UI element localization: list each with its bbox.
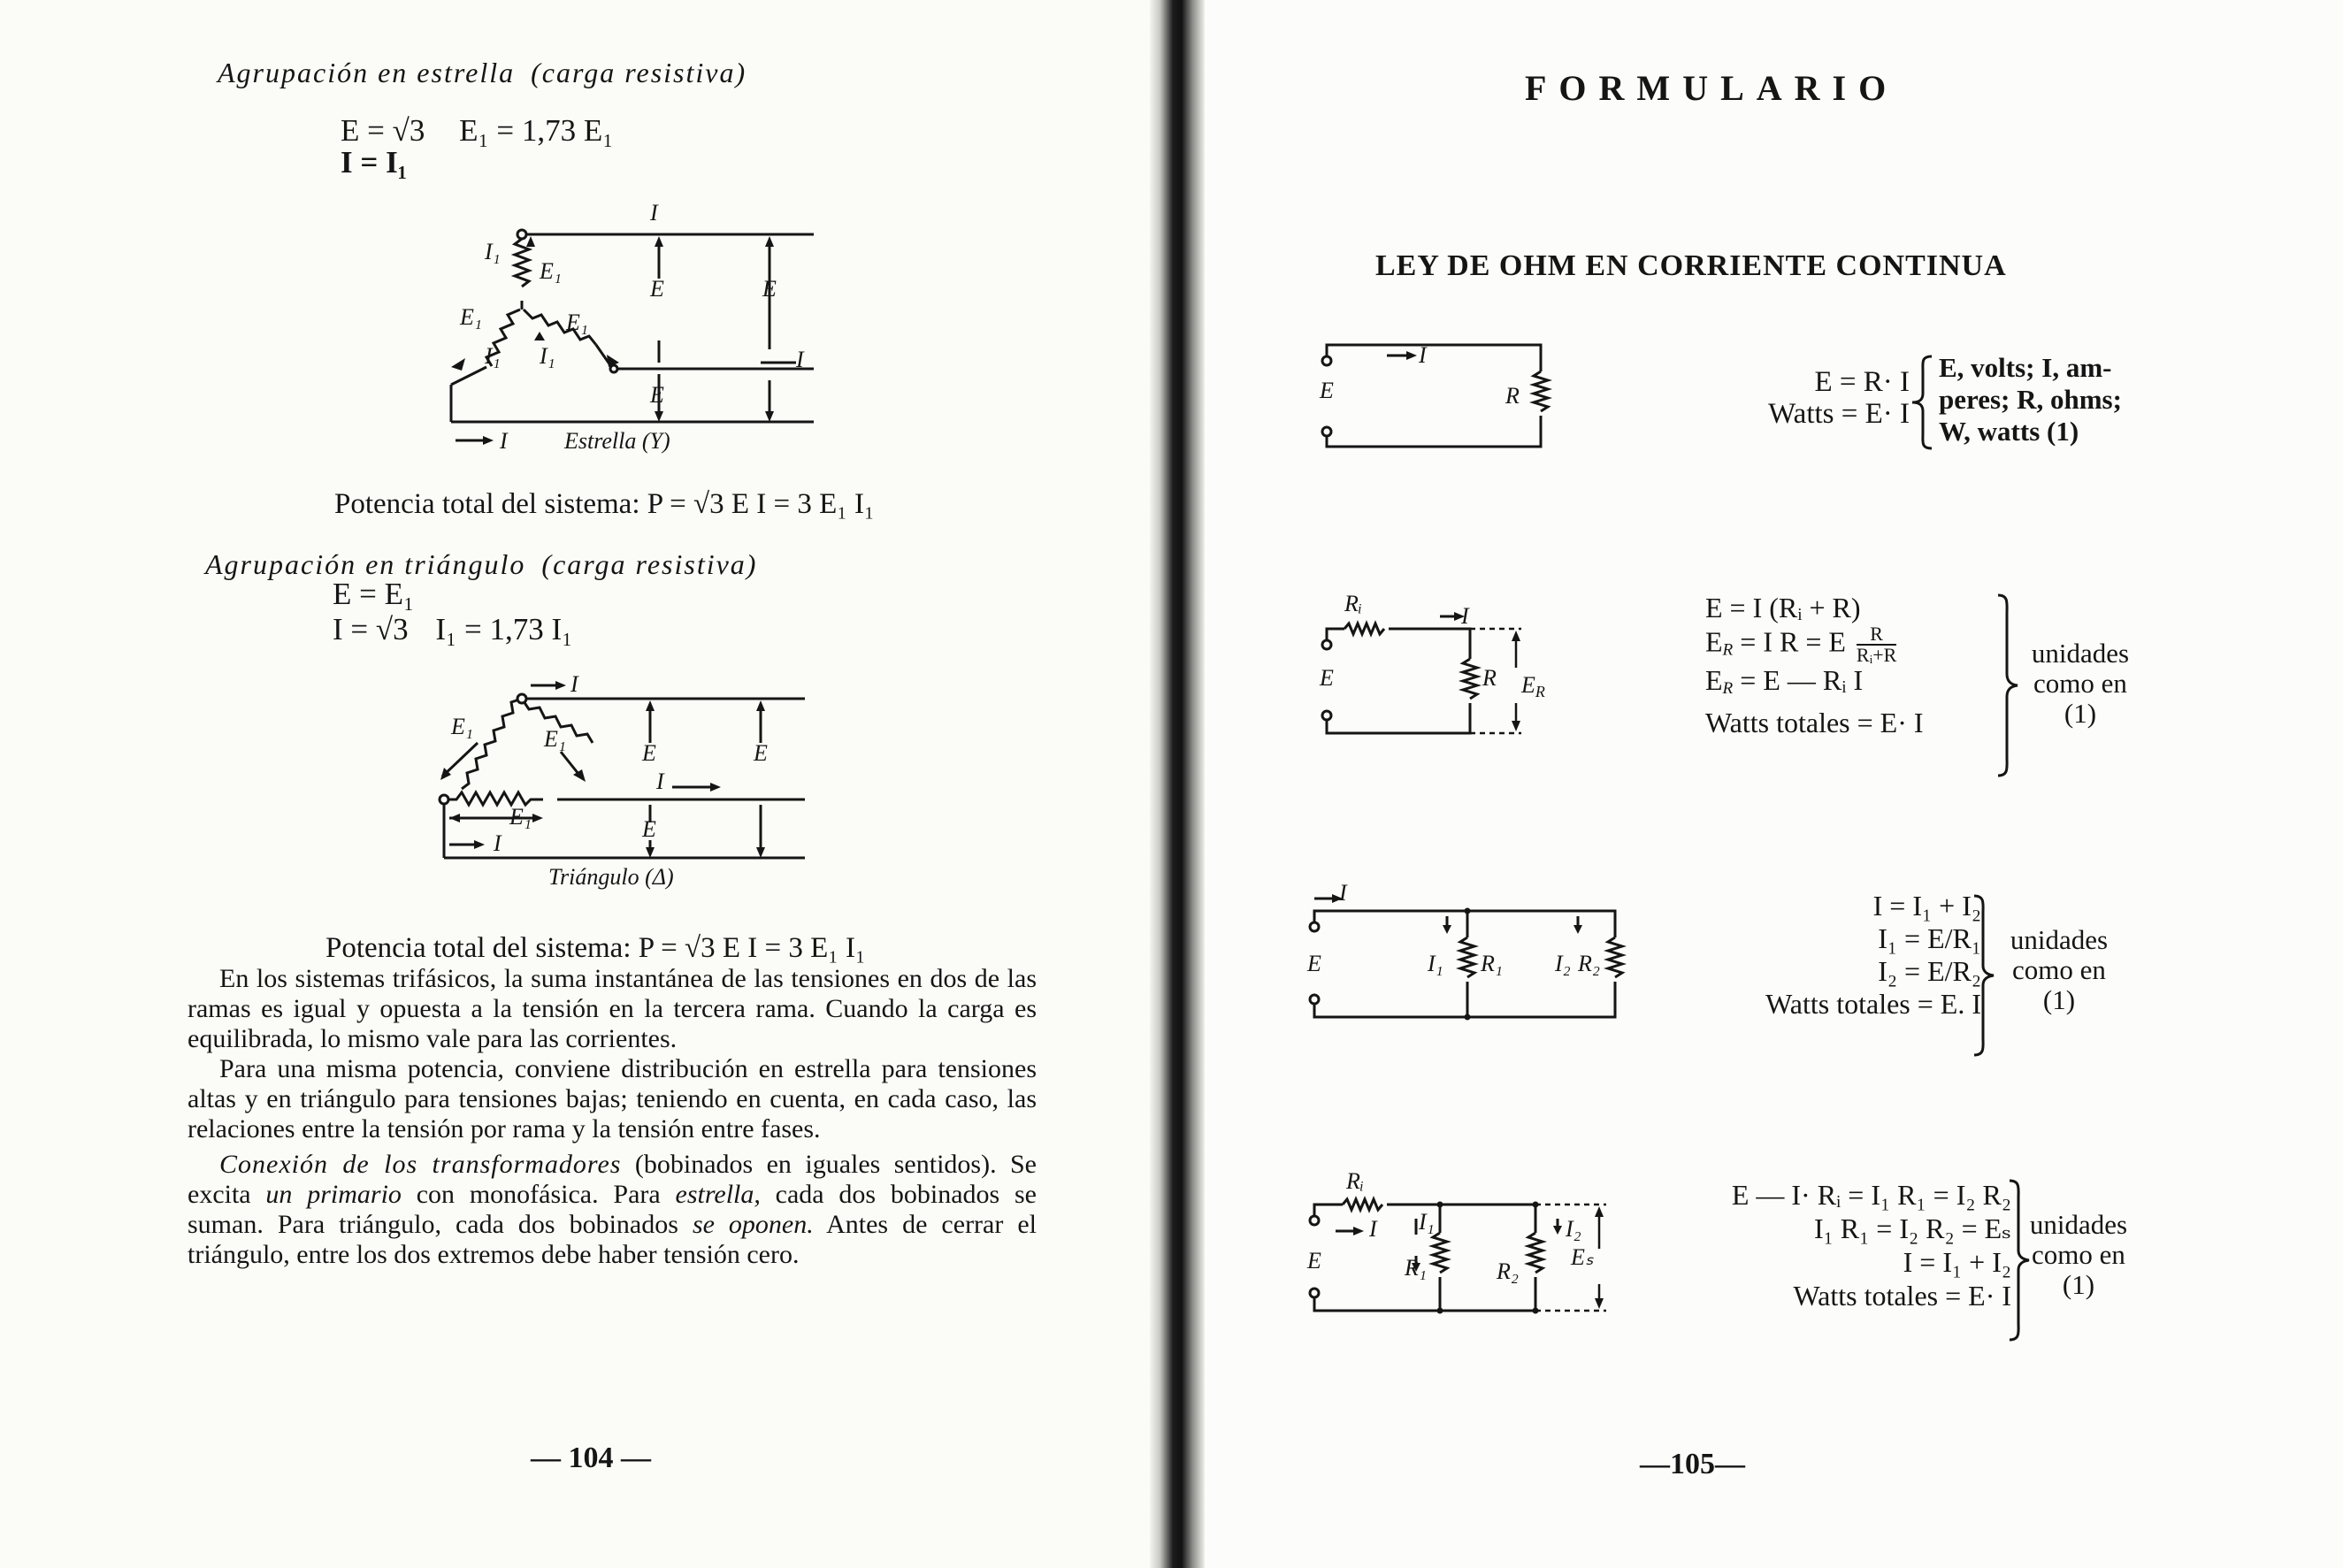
star-label-E-low: E [650, 382, 664, 408]
star-eq-1 [341, 113, 613, 149]
c2-eq-2-E: E [1705, 625, 1723, 658]
triangle-label-I-mid: I [656, 769, 664, 794]
c3-note-1: unidades [2010, 924, 2109, 955]
c2-note [2018, 639, 2142, 729]
c3-label-I2: I₂ [1555, 951, 1571, 976]
triangle-heading-note: (carga resistiva) [541, 548, 758, 580]
c1-equations [1704, 366, 1910, 430]
star-heading-note: (carga resistiva) [531, 57, 747, 88]
circuit-1-diagram [1309, 336, 1574, 460]
c4-note-1: unidades [2029, 1209, 2128, 1240]
c1-label-R: R [1505, 383, 1520, 409]
triangle-eq-2 [333, 612, 572, 647]
c4-label-I1: I₁ [1419, 1209, 1435, 1235]
c2-fraction-num: R [1857, 624, 1896, 646]
triangle-heading-main: Agrupación en triángulo [205, 548, 526, 580]
star-label-E-right: E [762, 276, 777, 302]
circuit-4-diagram [1297, 1164, 1633, 1323]
c3-label-R1: R₁ [1481, 951, 1503, 976]
c3-label-E: E [1307, 951, 1321, 976]
c3-eq-4: Watts totales = E. I [1765, 988, 1981, 1020]
c3-label-I: I [1339, 884, 1347, 906]
c2-label-I: I [1461, 603, 1469, 629]
star-label-E-mid: E [650, 276, 664, 302]
c4-eq-1: E — I· Rᵢ = I₁ R₁ = I₂ R₂ [1731, 1179, 2011, 1211]
c2-fraction [1857, 624, 1896, 665]
book-gutter [1150, 0, 1205, 1568]
c2-eq-3 [1705, 663, 1924, 706]
triangle-label-E-low: E [642, 816, 656, 842]
c3-label-I1: I₁ [1428, 951, 1443, 976]
star-eq-2: I = I₁ [341, 145, 408, 180]
body-text [188, 964, 1037, 1270]
paragraph-1: En los sistemas trifásicos, la suma instantánea de las tensiones en dos de las ramas es igual y opuesta a la tensión en la tercera rama. Cuando la carga es equilibrada, lo mismo vale para las corrientes. [188, 964, 1037, 1053]
section-title: LEY DE OHM EN CORRIENTE CONTINUA [1375, 249, 2007, 282]
triangle-label-E1c: E₁ [509, 804, 532, 830]
page-number-right: —105— [1640, 1448, 1745, 1480]
c3-eq-1: I = I₁ + I₂ [1872, 890, 1981, 922]
star-label-E1a: E₁ [540, 258, 562, 284]
c2-eq-2-sub: R [1722, 640, 1734, 660]
triangle-power: Potencia total del sistema: P = √3 E I = 3 E₁ I₁ [325, 932, 866, 964]
c4-note-2: como en [2032, 1239, 2125, 1270]
star-label-I-top: I [650, 200, 658, 226]
c1-note-2: peres; R, ohms; [1939, 384, 2122, 415]
triangle-label-E-right: E [754, 740, 768, 766]
star-label-I1: I₁ [485, 239, 501, 264]
c2-eq-3-E: E [1705, 664, 1723, 696]
triangle-eq-1: E = E₁ [333, 577, 415, 611]
c2-eq-3-sub: R [1722, 679, 1734, 698]
c1-eq-1: E = R· I [1814, 366, 1910, 398]
paragraph-3-b: (bobinados en iguales sentidos). Se excita [188, 1150, 1037, 1209]
c1-note-1: E, volts; I, am- [1939, 352, 2112, 383]
c2-eq-4: Watts totales = E· I [1705, 707, 1924, 738]
paragraph-3-d: con monofásica. Para [401, 1180, 676, 1209]
c1-brace [1909, 354, 1935, 451]
c4-label-E: E [1307, 1248, 1321, 1274]
paragraph-3 [188, 1150, 1037, 1270]
c2-fraction-den: Rᵢ+R [1856, 644, 1897, 666]
triangle-eq-2b: I₁ = 1,73 I₁ [435, 612, 573, 646]
star-label-E1c: E₁ [566, 310, 588, 335]
c2-label-Ri: Rᵢ [1344, 591, 1362, 616]
c3-note-2: como en [2012, 954, 2106, 985]
triangle-label-I-top: I [570, 672, 578, 697]
triangle-label-E1a: E₁ [451, 714, 473, 739]
circuit-2-diagram [1309, 588, 1610, 747]
c4-eq-2: I₁ R₁ = I₂ R₂ = Eₛ [1813, 1212, 2011, 1244]
triangle-label-I-bottom: I [494, 830, 502, 856]
c4-eq-3: I = I₁ + I₂ [1903, 1246, 2011, 1278]
c3-eq-3: I₂ = E/R₂ [1878, 955, 1981, 987]
c2-note-2: como en [2033, 668, 2127, 699]
paragraph-3-e: estrella, [675, 1180, 761, 1209]
c2-label-ER: ER [1521, 672, 1545, 700]
paragraph-3-c: un primario [265, 1180, 402, 1209]
c4-equations [1647, 1178, 2011, 1312]
paragraph-3-a: Conexión de los transformadores [219, 1150, 622, 1179]
c2-eq-2 [1705, 623, 1924, 666]
star-eq-1a: E = √3 [341, 113, 425, 148]
triangle-label-E1b: E₁ [544, 726, 566, 752]
star-heading [218, 57, 747, 89]
c4-label-I2: I₂ [1566, 1216, 1581, 1242]
c4-note-3: (1) [2062, 1269, 2095, 1300]
c3-eq-2: I₁ = E/R₁ [1878, 922, 1981, 954]
c4-label-Ri: Rᵢ [1346, 1168, 1364, 1194]
c3-note-3: (1) [2042, 984, 2076, 1015]
c2-note-1: unidades [2031, 638, 2130, 669]
c2-label-R: R [1482, 665, 1497, 691]
c4-label-R2: R₂ [1497, 1258, 1519, 1284]
c2-eq-2-body: = I R = E [1733, 625, 1846, 658]
paragraph-3-f: cada dos bobinados se suman. Para triángulo, cada dos bobinados [188, 1180, 1037, 1239]
c4-label-R1: R₁ [1405, 1255, 1427, 1281]
c2-eq-3-body: = E — Rᵢ I [1733, 664, 1864, 696]
c3-equations [1687, 890, 1981, 1021]
page-title: FORMULARIO [1525, 68, 1899, 108]
c2-equations [1705, 591, 1924, 739]
star-label-I1c: I₁ [540, 343, 555, 369]
triangle-caption: Triángulo (Δ) [548, 864, 674, 890]
circuit-3-diagram [1297, 884, 1633, 1026]
star-diagram [433, 190, 823, 464]
c1-label-I: I [1419, 342, 1427, 368]
c2-eq-1: E = I (Rᵢ + R) [1705, 592, 1861, 623]
c3-label-R2: R₂ [1578, 951, 1600, 976]
c4-label-I: I [1369, 1216, 1377, 1242]
star-label-I1b: I₁ [485, 343, 501, 369]
c4-note [2017, 1210, 2140, 1300]
c3-brace [1971, 893, 1997, 1058]
c2-label-E: E [1320, 665, 1334, 691]
triangle-heading [205, 548, 757, 581]
right-page [1205, 0, 2343, 1568]
c2-note-3: (1) [2064, 698, 2097, 729]
star-label-E1b: E₁ [460, 304, 482, 330]
triangle-label-E-mid: E [642, 740, 656, 766]
c1-note-3: W, watts (1) [1939, 416, 2079, 447]
c3-note [1997, 925, 2121, 1015]
page-number-left: — 104 — [531, 1442, 651, 1474]
paragraph-3-g: se oponen. [692, 1210, 814, 1239]
triangle-diagram [425, 672, 814, 902]
c2-brace [1995, 593, 2021, 778]
triangle-eq-2a: I = √3 [333, 612, 409, 646]
star-label-I-right: I [796, 347, 804, 372]
paragraph-3-h: Antes de cerrar el triángulo, entre los dos extremos debe haber tensión cero. [188, 1210, 1038, 1269]
star-eq-1b: E₁ = 1,73 E₁ [459, 113, 614, 148]
left-page [0, 0, 1150, 1568]
c1-note [1939, 352, 2122, 447]
c4-label-Es: Eₛ [1571, 1244, 1594, 1270]
c4-eq-4: Watts totales = E· I [1793, 1280, 2011, 1312]
star-label-I-bottom: I [500, 428, 508, 454]
c1-eq-2: Watts = E· I [1768, 398, 1910, 430]
star-heading-main: Agrupación en estrella [218, 57, 516, 88]
paragraph-2: Para una misma potencia, conviene distribución en estrella para tensiones altas y en triángulo para tensiones bajas; teniendo en cuenta, en cada caso, las relaciones entre la tensión por rama y la tensión entre fases. [188, 1054, 1037, 1143]
star-caption: Estrella (Y) [564, 428, 670, 454]
star-power: Potencia total del sistema: P = √3 E I = 3 E₁ I₁ [334, 488, 875, 520]
c1-label-E: E [1320, 378, 1334, 403]
